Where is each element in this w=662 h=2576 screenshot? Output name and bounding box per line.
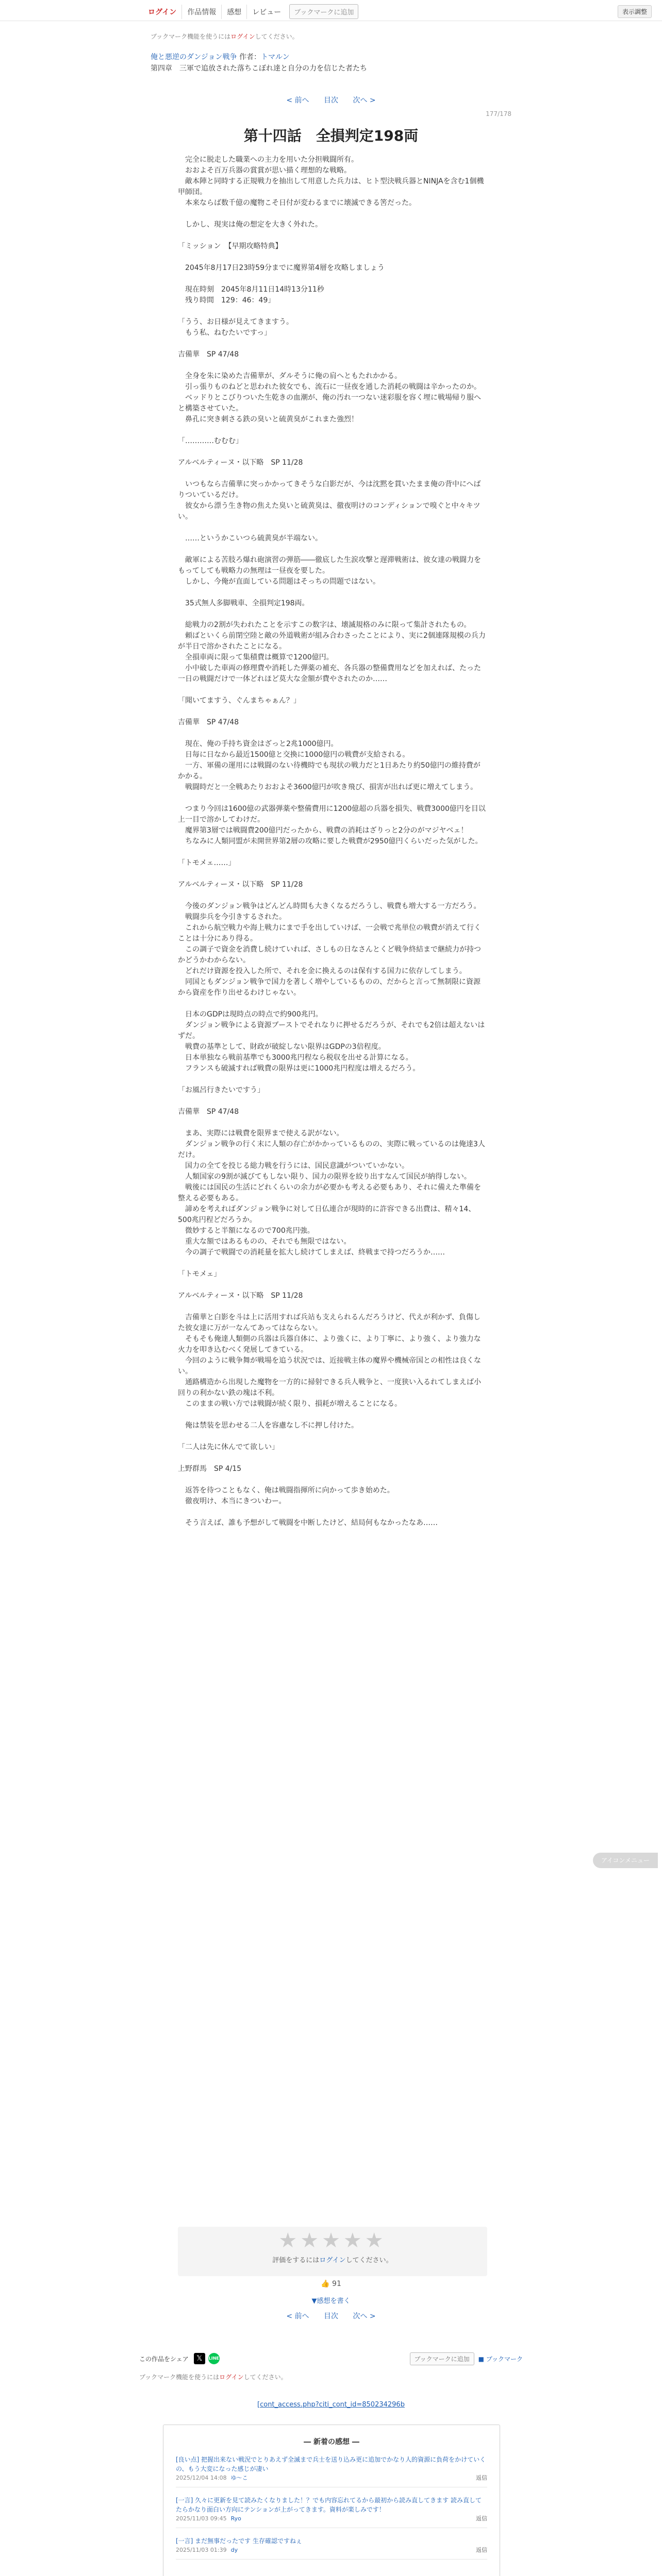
bookmark-note2-pre: ブックマーク機能を使うには — [139, 2374, 220, 2381]
rating-stars[interactable]: ★★★★★ — [278, 2229, 387, 2252]
impression-user[interactable]: ゆ～こ — [230, 2475, 248, 2481]
thumbs-up-icon: 👍 — [321, 2280, 330, 2288]
impression-item[interactable] — [176, 2493, 487, 2528]
top-pager — [151, 95, 511, 105]
share-label: この作品をシェア — [139, 2355, 189, 2363]
body-paragraph: 35式無人多脚戦車、全損判定198両。 — [178, 599, 309, 607]
body-paragraph: 総戦力の2割が失われたことを示すこの数字は、壊滅規格のみに限って集計されたもの。 頼ばといくら前閉空陸と敵の外道戦術が組み合わさったことにより、実に2個連隊規模の兵力が半日で溶かされたことになる。 全損車両に限って集積費は概算で1200億円。 小中破した車両の修理費や消耗した弾薬の補充、各兵器の整備費用などを加えれば、たった一日の戦闘だけで一体どれほど莫大な金額が費やされたのか…… — [178, 621, 486, 683]
impression-meta — [176, 2473, 487, 2483]
body-paragraph: 「トモメェ」 — [178, 1270, 221, 1278]
body-paragraph: 現在時刻 2045年8月11日14時13分11秒 残り時間 129：46：49」 — [185, 285, 324, 304]
impression-text[interactable]: [一言] まだ無事だったです 生存確認ですねぇ — [176, 2537, 302, 2545]
bookmark-link[interactable]: ■ ブックマーク — [478, 2355, 523, 2363]
author-label: 作者： — [239, 53, 261, 61]
body-paragraph: 返答を待つこともなく、俺は戦闘指揮所に向かって歩き始めた。 徹夜明け、本当にきついわー。 — [185, 1486, 394, 1505]
body-paragraph: 全身を朱に染めた吉備華が、ダルそうに俺の肩へともたれかかる。 引っ張りものねどと思われた彼女でも、流石に一昼夜を通した消耗の戦闘は辛かったのか。 ベッドりとこびりついた生乾きの血潮が、俺の汚れ一つない迷彩服を容く埋に戦場帰り服へと構築させていた。 鼻孔に突き刺さる鉄の臭いと硫黄臭がこれまた強烈！ — [178, 372, 481, 423]
body-paragraph: 敵軍による苦肢ろ爆れ砲演習の弾筋――徹底した生涙攻撃と遅滞戦術は、彼女達の戦闘力をもってしても戦略力の無理は一昼夜を要した。 しかし、今俺が直面している問題はそっちの問題ではない。 — [178, 556, 481, 586]
body-paragraph: アルベルティーヌ・以下略 SP 11/28 — [178, 1292, 303, 1300]
login-link[interactable]: ログイン — [143, 5, 182, 19]
impression-meta — [176, 2514, 487, 2523]
body-paragraph: 吉備華 SP 47/48 — [178, 718, 239, 726]
body-paragraph: 2045年8月17日23時59分までに魔界第4層を攻略しましょう — [178, 264, 385, 272]
rating-pre: 評価をするには — [272, 2257, 320, 2264]
body-paragraph: しかし、現実は俺の想定を大きく外れた。 — [178, 221, 322, 229]
reply-link[interactable]: 返信 — [476, 2515, 487, 2522]
like-count: 91 — [332, 2280, 341, 2288]
prev-link[interactable]: < 前へ — [286, 96, 309, 105]
body-paragraph: 現在、俺の手持ち資金はざっと2兆1000億円。 日毎に日なから最近1500億と交換に1000億円の戦費が支給される。 一方、軍備の運用には戦闘のない待機時でも現状の戦力だと1日あたり約50億円の維持費がかかる。 戦闘時だと一全戦あたりおおよそ3600億円が吹き飛び、損害が出れば更に増えてしまう。 — [178, 740, 481, 791]
impression-text[interactable]: [一言] 久々に更新を見て読みたくなりました！？でも内容忘れてるから最初から読み直してきます 読み直してたらかなり面白い方向にテンションが上がってきます。資料が楽しみです！ — [176, 2497, 482, 2513]
impression-item[interactable] — [176, 2452, 487, 2487]
body-paragraph: まあ、実際には戦費を限界まで使える訳がない。 ダンジョン戦争の行く末に人類の存亡がかかっているものの、実際に戦っているのは俺達3人だけ。 国力の全てを投じる総力戦を行うには、国民意識がついていかない。 人類国家の9割が滅びてもしない限り、国力の限界を絞り出すなんて国民が納得しない。 戦後には国民の生活にどれくらいの余力が必要かも考える必要もあり、それに備えた準備を整える必要もある。 諦めを考えればダンジョン戦争に対して日仏連合が現時的に許容できる出費は、精々14、500兆円程どだろうか。 微妙すると半額になるので700兆円強。 重大な額ではあるものの、それでも無限ではない。 今の調子で戦闘での消耗量を拡大し続けてしまえば、終戦まで持つだろうか…… — [178, 1129, 485, 1257]
like-button[interactable] — [151, 2280, 511, 2288]
display-settings-button[interactable]: 表示調整 — [618, 5, 652, 18]
body-paragraph: 完全に脱走した職業への主力を用いた分担戦闘所有。 おおよそ百万兵器の賞賞が思い描く理想的な戦略。 敵本陣と同時する正規戦力を抽出して用意した兵力は、ヒト型決戦兵器とNINJAを含む1個機甲師団。 本来ならば数千億の魔物こそ日付が変わるまでに壊滅できる筈だった。 — [178, 156, 484, 207]
toc-link[interactable]: 目次 — [324, 96, 338, 105]
icon-menu-tab[interactable]: アイコンメニュー — [593, 1853, 658, 1868]
body-paragraph: 「聞いてますう、ぐんまちゃぁん？」 — [178, 697, 301, 705]
bookmark-note2-login-link[interactable]: ログイン — [219, 2374, 244, 2381]
add-bookmark-button[interactable]: ブックマークに追加 — [289, 4, 358, 19]
impressions-heading: ― 新着の感想 ― — [304, 2438, 359, 2446]
bottom-pager — [151, 2311, 511, 2321]
chapter-title: 第四章 三軍で追放された落ちこぼれ達と自分の力を信じた者たち — [151, 64, 367, 73]
impression-date: 2025/12/04 14:08 — [176, 2475, 227, 2481]
bookmark-link-label: ブックマーク — [486, 2355, 523, 2363]
body-paragraph: 吉備華 SP 47/48 — [178, 350, 239, 359]
body-paragraph: アルベルティーヌ・以下略 SP 11/28 — [178, 459, 303, 467]
top-nav — [143, 4, 358, 19]
body-paragraph: 「お風呂行きたいですう」 — [178, 1086, 264, 1094]
body-paragraph: アルベルティーヌ・以下略 SP 11/28 — [178, 880, 303, 889]
share-right — [410, 2352, 523, 2365]
body-paragraph: 日本のGDPは現時点の時点で約900兆円。 ダンジョン戦争による資源ブーストでそれなりに押せるだろうが、それでも2倍は超えないはずだ。 戦費の基準として、財政が破綻しない限界はGDPの3倍程度。 日本単独なら戦前基準でも3000兆円程なら税収を出せる計算になる。 フランスも破滅すれば戦費の限界は更に1000兆円程度は増えるだろう。 — [178, 1010, 485, 1073]
impression-meta — [176, 2546, 487, 2555]
body-paragraph: そう言えば、誰も予想がして戦闘を中断したけど、結局何もなかったなあ…… — [178, 1519, 438, 1527]
page-number: 177/178 — [486, 110, 511, 117]
next-link[interactable]: 次へ > — [353, 96, 376, 105]
body-paragraph: 「ミッション 【早期攻略特典】 — [178, 242, 283, 250]
body-paragraph: 上野群馬 SP 4/15 — [178, 1465, 242, 1473]
body-paragraph: 「二人は先に休んでて欲しい」 — [178, 1443, 279, 1451]
impression-date: 2025/11/03 09:45 — [176, 2515, 227, 2522]
bookmark-note-login-link[interactable]: ログイン — [230, 33, 255, 40]
author-link[interactable]: トマルン — [260, 53, 290, 61]
bookmark-login-note-bottom — [139, 2372, 287, 2381]
rating-post: してください。 — [345, 2257, 393, 2264]
nav-reviews[interactable]: レビュー — [252, 8, 282, 16]
body-paragraph: 「…………むむむ」 — [178, 437, 243, 445]
rating-login-link[interactable]: ログイン — [319, 2257, 346, 2264]
prev-link-bottom[interactable]: < 前へ — [286, 2312, 309, 2320]
body-paragraph: 吉備華 SP 47/48 — [178, 1108, 239, 1116]
new-impressions-box — [163, 2425, 500, 2576]
body-paragraph: 「うう、お日様が見えてきますう。 もう私、ねむたいですっ」 — [178, 318, 293, 337]
line-share-icon[interactable]: LINE — [208, 2353, 220, 2364]
add-bookmark-button-bottom[interactable]: ブックマークに追加 — [410, 2352, 474, 2365]
impression-text[interactable]: [良い点] 把握出来ない戦況でとりあえず全滅まで兵士を送り込み更に追加でかなり人的資源に負荷をかけていくの、もう大変になった感じが凄い — [176, 2456, 486, 2472]
rating-login-note — [178, 2255, 487, 2264]
reply-link[interactable]: 返信 — [476, 2475, 487, 2481]
body-paragraph: いつもなら吉備華に突っかかってきそうな白影だが、今は沈黙を貫いたまま俺の背中にへばりついているだけ。 彼女から漂う生き物の焦えた臭いと硫黄臭は、徹夜明けのコンディションで嗅ぐと中々キツい。 — [178, 480, 481, 521]
episode-title: 第十四話 全損判定198両 — [243, 127, 419, 144]
bookmark-note2-post: してください。 — [243, 2374, 287, 2381]
body-paragraph: 俺は禁装を思わせる二人を容慮なし不に押し付けた。 — [178, 1421, 358, 1430]
body-paragraph: 吉備華と白影を斗は上に活用すれば兵站も支えられるんだろうけど、代えが利かず、負傷した彼女達に万が一なんてあってはならない。 そもそも俺達人類側の兵器は兵器自体に、より強くに、より丁寧に、より強く、より強力な火力を叩き込むべく発展してきている。 今回のように戦争舞が戦場を追う状況では、近接戦主体の魔界や機械帝国との相性は良くない。 通路構造から出現した魔物を一方的に掃射できる兵人戦争と、一度狭い入るれてしまえば小回りの利かない鉄の塊は不利。 このままの戦い方では戦闘が続く限り、損耗が増えることになる。 — [178, 1313, 481, 1408]
nav-impressions[interactable]: 感想 — [222, 5, 247, 19]
impression-user[interactable]: Ryo — [230, 2515, 241, 2522]
rating-box — [178, 2227, 487, 2276]
share-bar — [139, 2352, 523, 2365]
nav-novel-info[interactable]: 作品情報 — [182, 5, 222, 19]
body-paragraph: 今後のダンジョン戦争はどんどん時間も大きくなるだろうし、戦費も増大する一方だろう。 戦闘歩兵を今引きするされた。 これから航空戦力や海上戦力にまで手を出していけば、一会戦で兆単位の戦費が消えて行くことは十分にあり得る。 この調子で資金を消費し続けていれば、さしもの日なさんとくど戦争終結まで継続力が持つかどうかわからない。 どれだけ資源を投入した所で、それを金に換えるのは保有する国力に依存してしまう。 同国ともダンジョン戦争で国力を著しく増やしているものの、だからと言って無制限に資源から資産を作り出せるわけじゃない。 — [178, 902, 481, 997]
top-header — [0, 0, 662, 21]
body-paragraph: つまり今回は1600億の武器弾薬や整備費用に1200億超の兵器を損失、戦費3000億円を目以上一目で溶かしてわけだ。 魔界第3層では戦闘費200億円だったから、戦費の消耗はざりっと2分のがマジヤベェ！ ちなみに人類同盟が未開世界第2層の攻略に要した戦費が2950億円くらいだった気がした。 — [178, 805, 486, 845]
toc-link-bottom[interactable]: 目次 — [324, 2312, 338, 2320]
bookmark-note-post: してください。 — [255, 33, 299, 40]
body-paragraph: ……というかこいつら硫黄臭が半端ない。 — [178, 534, 322, 543]
impression-item[interactable] — [176, 2533, 487, 2560]
breadcrumb — [151, 52, 511, 62]
body-paragraph: 「トモメェ……」 — [178, 859, 236, 867]
impression-date: 2025/11/03 01:39 — [176, 2547, 227, 2553]
bookmark-note-pre: ブックマーク機能を使うには — [151, 33, 231, 40]
write-impression-link[interactable]: ▼感想を書く — [311, 2297, 351, 2305]
ad-image-link[interactable]: [cont_access.php?citi_cont_id=850234296b — [257, 2401, 405, 2409]
bookmark-login-note — [151, 32, 511, 41]
novel-title-link[interactable]: 俺と悪逆のダンジョン戦争 — [151, 53, 237, 61]
impression-user[interactable]: dy — [230, 2547, 238, 2553]
next-link-bottom[interactable]: 次へ > — [353, 2312, 376, 2320]
x-share-icon[interactable]: 𝕏 — [194, 2353, 205, 2364]
reply-link[interactable]: 返信 — [476, 2547, 487, 2553]
novel-body — [178, 155, 487, 1539]
